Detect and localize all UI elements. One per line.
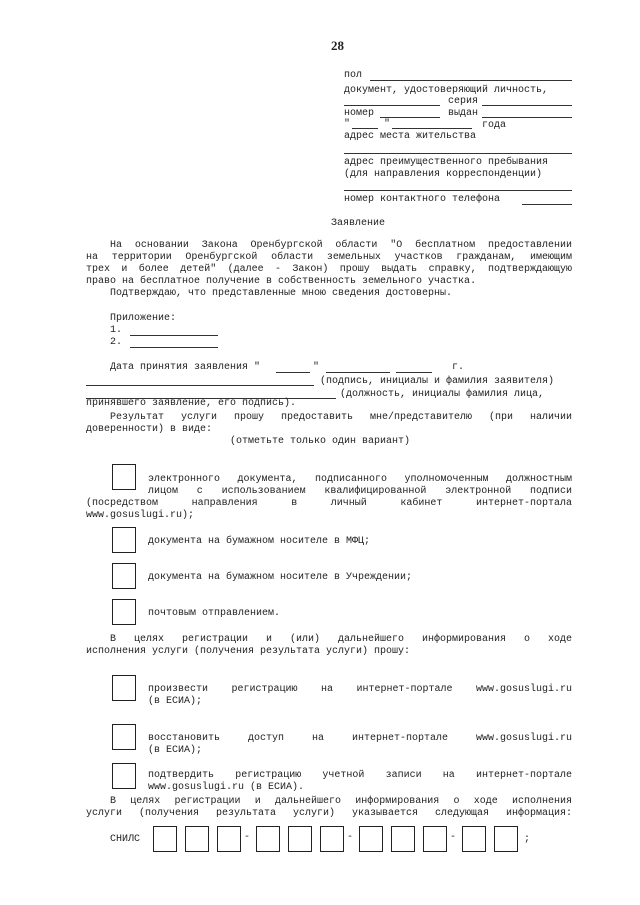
id-doc-type-field[interactable] <box>344 105 440 106</box>
choose-one-note: (отметьте только один вариант) <box>230 436 411 447</box>
stay-address-label: адрес преимущественного пребывания <box>344 157 549 168</box>
snils-digit-1[interactable] <box>153 826 177 852</box>
series-label: серия <box>448 96 479 107</box>
issue-date-quote-close: " <box>384 119 391 130</box>
result-intro-line-2: доверенности) в виде: <box>86 424 213 435</box>
attachment-item-1: 1. <box>110 325 123 336</box>
snils-digit-11[interactable] <box>494 826 518 852</box>
snils-digit-6[interactable] <box>320 826 344 852</box>
snils-digit-3[interactable] <box>217 826 241 852</box>
number-field[interactable] <box>380 117 440 118</box>
sex-field[interactable] <box>370 80 572 81</box>
info-line-1: В целях регистрации и дальнейшего информирования о ходе исполнения <box>110 796 572 807</box>
snils-separator-1: - <box>244 832 251 843</box>
confirm-option-line-1: подтвердить регистрацию учетной записи на интернет-портале <box>148 770 572 781</box>
register-option-line-2: (в ЕСИА); <box>148 696 203 707</box>
snils-digit-8[interactable] <box>391 826 415 852</box>
year-suffix: г. <box>452 362 465 373</box>
acceptance-day-field[interactable] <box>276 372 310 373</box>
registration-intro-line-2: исполнения услуги (получения результата услуги) прошу: <box>86 646 411 657</box>
stay-address-note: (для направления корреспонденции) <box>344 169 543 180</box>
mail-checkbox[interactable] <box>112 599 136 625</box>
issue-day-field[interactable] <box>352 128 378 129</box>
paper-mfc-option: документа на бумажном носителе в МФЦ; <box>148 536 371 547</box>
acceptance-month-field[interactable] <box>326 372 390 373</box>
snils-label: СНИЛС <box>110 834 141 845</box>
number-label: номер <box>344 108 375 119</box>
applicant-signature-field[interactable] <box>86 385 314 386</box>
confirm-line: Подтверждаю, что представленные мною сведения достоверны. <box>110 288 453 299</box>
mail-option: почтовым отправлением. <box>148 608 281 619</box>
snils-separator-2: - <box>347 832 354 843</box>
restore-option-line-2: (в ЕСИА); <box>148 745 203 756</box>
applicant-signature-caption: (подпись, инициалы и фамилия заявителя) <box>320 376 555 387</box>
electronic-option-line-2: лицом с использованием квалифицированной электронной подписи <box>148 486 572 497</box>
date-quote-close: " <box>313 362 320 373</box>
snils-digit-9[interactable] <box>423 826 447 852</box>
phone-label: номер контактного телефона <box>344 194 501 205</box>
residence-label: адрес места жительства <box>344 131 477 142</box>
statement-line-3: трех и более детей" (далее - Закон) прошу выдать справку, подтверждающую <box>86 264 572 275</box>
confirm-registration-checkbox[interactable] <box>112 763 136 789</box>
official-signature-caption-2: принявшего заявление, его подпись). <box>86 398 297 409</box>
snils-separator-3: - <box>450 832 457 843</box>
date-label: Дата принятия заявления " <box>110 362 261 373</box>
paper-institution-option: документа на бумажном носителе в Учреждении; <box>148 572 413 583</box>
register-option-line-1: произвести регистрацию на интернет-портале www.gosuslugi.ru <box>148 684 572 695</box>
series-field[interactable] <box>482 105 572 106</box>
paper-institution-checkbox[interactable] <box>112 563 136 589</box>
paper-mfc-checkbox[interactable] <box>112 527 136 553</box>
phone-field[interactable] <box>522 204 572 205</box>
official-signature-caption: (должность, инициалы фамилия лица, <box>340 389 545 400</box>
result-intro-line-1: Результат услуги прошу предоставить мне/представителю (при наличии <box>110 412 572 423</box>
id-document-label: документ, удостоверяющий личность, <box>344 85 549 96</box>
electronic-option-line-3: (посредством направления в личный кабинет интернет-портала <box>86 498 572 509</box>
issued-label: выдан <box>448 108 479 119</box>
statement-line-2: на территории Оренбургской области земельных участков гражданам, имеющим <box>86 252 572 263</box>
page-number: 28 <box>331 38 344 53</box>
issue-date-quote-open: " <box>344 119 351 130</box>
residence-field[interactable] <box>344 153 572 154</box>
snils-digit-7[interactable] <box>359 826 383 852</box>
electronic-option-line-4: www.gosuslugi.ru); <box>86 510 195 521</box>
snils-digit-4[interactable] <box>256 826 280 852</box>
info-line-2: услуги (получения результата услуги) указывается следующая информация: <box>86 808 572 819</box>
restore-access-checkbox[interactable] <box>112 724 136 750</box>
register-checkbox[interactable] <box>112 675 136 701</box>
document-title: Заявление <box>331 218 386 229</box>
statement-line-4: право на бесплатное получение в собственность земельного участка. <box>86 276 477 287</box>
electronic-option-line-1: электронного документа, подписанного уполномоченным должностным <box>148 474 572 485</box>
snils-digit-10[interactable] <box>462 826 486 852</box>
statement-line-1: На основании Закона Оренбургской области "О бесплатном предоставлении <box>110 240 572 251</box>
sex-label: пол <box>344 70 363 81</box>
attachment-2-field[interactable] <box>130 347 218 348</box>
snils-end: ; <box>524 834 531 845</box>
issue-month-field[interactable] <box>392 128 472 129</box>
attachments-label: Приложение: <box>110 313 177 324</box>
attachment-item-2: 2. <box>110 337 123 348</box>
electronic-document-checkbox[interactable] <box>112 464 136 490</box>
acceptance-year-field[interactable] <box>396 372 432 373</box>
restore-option-line-1: восстановить доступ на интернет-портале www.gosuslugi.ru <box>148 733 572 744</box>
snils-digit-5[interactable] <box>288 826 312 852</box>
snils-digit-2[interactable] <box>185 826 209 852</box>
stay-address-field[interactable] <box>344 190 572 191</box>
confirm-option-line-2: www.gosuslugi.ru (в ЕСИА). <box>148 782 305 793</box>
registration-intro-line-1: В целях регистрации и (или) дальнейшего информирования о ходе <box>110 634 572 645</box>
issued-field[interactable] <box>482 117 572 118</box>
attachment-1-field[interactable] <box>130 335 218 336</box>
year-label: года <box>482 120 507 131</box>
